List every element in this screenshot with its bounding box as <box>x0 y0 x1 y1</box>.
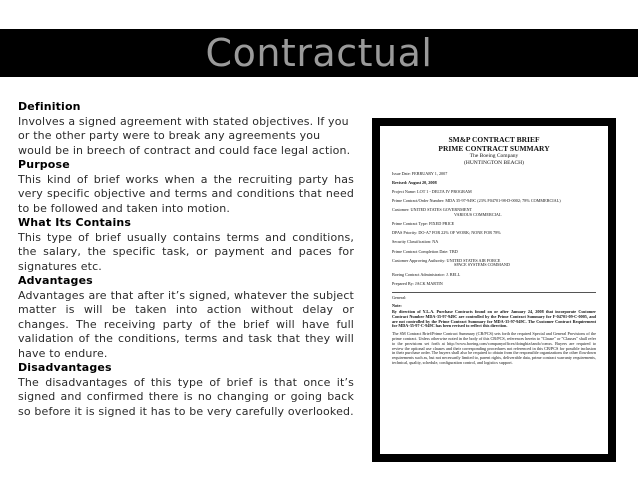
doc-field-text: Prime Contract Type: FIXED PRICE <box>392 221 455 227</box>
contract-brief-document <box>380 126 608 454</box>
doc-field-row <box>392 231 596 236</box>
doc-field-text: Issue Date: FEBRUARY 1, 2007 <box>392 171 448 176</box>
doc-field-row <box>392 273 596 278</box>
doc-field-text: Customer: UNITED STATES GOVERNMENT <box>392 207 473 213</box>
disadvantages-heading: Disadvantages <box>18 361 112 374</box>
disadvantages-body: The disadvantages of this type of brief is that once it’s signed and confirmed there is no changing or going back so before it is signed it has to be very carefully overlooked. <box>18 375 354 418</box>
doc-general-section <box>392 292 596 365</box>
doc-body-text: The SM Contract Brief/Prime Contract Summary (CB/PCS) sets forth the required Special and General Provisions of the prime contract. Unless otherwise noted in the body of this CB/PCS, references herein to "Clause" or "Clauses" shall refer to the provisions set forth at http://www.boeing.com/companyoffices/doingbiz/tandc/ccmss. Buyers are required to review the optional use clauses and their corresponding procedures not referenced in this CB/PCS for possible inclusion in their purchase order. The buyers shall also be required to obtain from the responsible organizations the other flowdown requirements such as, but not necessarily limited to, parent rights, deliverable data, prime contract warranty requirements, technical, quality, schedule, configuration control, and logistics support. <box>392 331 596 365</box>
text-column <box>18 100 354 419</box>
doc-fields <box>392 172 596 286</box>
document-image-frame <box>372 118 616 462</box>
doc-company-location: (HUNTINGTON BEACH) <box>464 159 524 166</box>
purpose-heading: Purpose <box>18 158 70 171</box>
doc-title-line2: PRIME CONTRACT SUMMARY <box>438 143 550 153</box>
advantages-heading: Advantages <box>18 274 93 287</box>
doc-field-text: Prepared By: JACK MARTIN <box>392 280 443 286</box>
doc-field-row <box>392 199 596 204</box>
doc-field-text: Security Classification: NA <box>392 239 439 245</box>
doc-field-row <box>392 222 596 227</box>
slide-title: Contractual <box>205 31 433 75</box>
doc-field-row <box>392 181 596 186</box>
title-bar <box>0 29 638 77</box>
advantages-body: Advantages are that after it’s signed, whatever the subject matter is will be taken into action without delay or changes. The receiving party of the brief will have full validation of the conditions, terms and task that they will have to endure. <box>18 288 354 360</box>
purpose-body: This kind of brief works when a the recruiting party has very specific objective and terms and conditions that need to be followed and taken into motion. <box>18 172 354 215</box>
doc-field-row <box>392 240 596 245</box>
doc-field-text: Boeing Contract Administrator: J. BELL <box>392 271 461 277</box>
doc-field-text: DPAS Priority: DO-A7 FOR 22% OF WORK; NONE FOR 78% <box>392 230 501 236</box>
doc-field-text: Prime Contract/Order Number: MDA 35-97-949C (23% F04701-98-D-0002; 78% COMMERCIAL) <box>392 198 561 204</box>
contains-heading: What Its Contains <box>18 216 132 229</box>
doc-field-row <box>392 208 596 218</box>
doc-field-text: Project Name: LOT 1 - DELTA IV PROGRAM <box>392 189 472 195</box>
contains-body: This type of brief usually contains terms and conditions, the salary, the specific task, or payment and paces for signatures etc. <box>18 230 354 273</box>
doc-company <box>392 153 596 166</box>
doc-field-row <box>392 172 596 177</box>
doc-field-continuation: VARIOUS COMMERCIAL <box>454 212 502 218</box>
doc-field-text: Customer Approving Authority: UNITED STATES AIR FORCE <box>392 257 501 263</box>
doc-field-row <box>392 190 596 195</box>
doc-general-label: General: <box>392 295 407 301</box>
doc-company-name: The Boeing Company <box>469 153 519 159</box>
doc-field-row <box>392 259 596 269</box>
doc-field-row <box>392 250 596 255</box>
doc-field-row <box>392 282 596 287</box>
doc-field-continuation: SPACE SYSTEMS COMMAND <box>454 262 510 268</box>
doc-note-body: By direction of Y.L.A. Purchase Contracts found on or after January 24, 2008 that incorporate Customer Contract Number MDA-35-97-949C are controlled by the Prime Contract Summary for F-04701-09-C-0005, and are not controlled by the Prime Contract Summary for MDA-35-97-949C. The Customer Contract Requirement for MDA-35-97-C-949C has been revised to reflect this direction. <box>392 309 596 329</box>
definition-body: Involves a signed agreement with stated objectives. If you or the other party were to break any agreements you would be in breech of contract and could face legal action. <box>18 114 351 157</box>
doc-title-line1: SM&P CONTRACT BRIEF <box>448 135 540 144</box>
definition-heading: Definition <box>18 100 81 113</box>
doc-note-label: Note: <box>392 303 402 309</box>
doc-field-text: Revised: August 20, 2008 <box>392 180 437 186</box>
doc-field-text: Prime Contract Completion Date: TBD <box>392 248 458 254</box>
